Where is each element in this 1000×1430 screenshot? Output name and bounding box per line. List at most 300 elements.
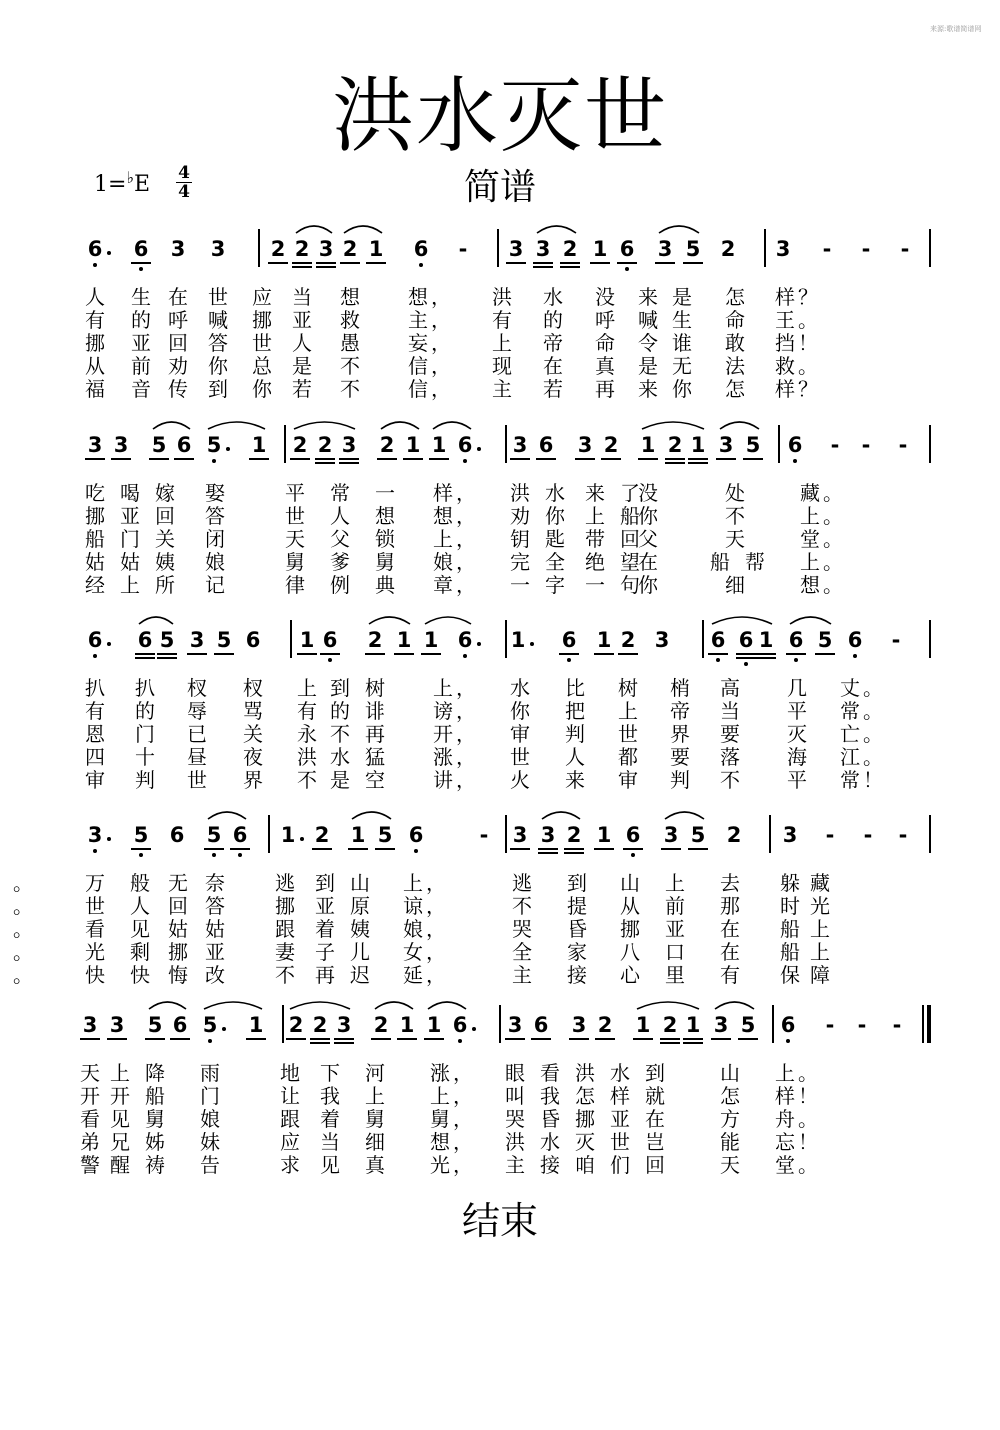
lyric-char: 你: [638, 504, 658, 528]
lyric-char: 音: [131, 377, 151, 401]
low-octave-dot: [139, 853, 143, 857]
lyric-punct: 。: [798, 1153, 818, 1177]
lyric-char: 船: [145, 1084, 165, 1108]
barline: [505, 815, 507, 853]
note: 3: [512, 433, 528, 457]
note: 6: [87, 237, 103, 261]
lyric-char: 当: [320, 1130, 340, 1154]
note-underline: [316, 262, 336, 264]
note-underline: [315, 462, 335, 464]
note-underline: [394, 653, 414, 655]
note-underline: [683, 262, 703, 264]
note-underline: [174, 458, 194, 460]
lyric-char: 你: [545, 504, 565, 528]
lyric-char: 世: [510, 745, 530, 769]
lyric-punct: ，: [426, 917, 446, 941]
lyric-char: 你: [252, 377, 272, 401]
lyric-char: 若: [543, 377, 563, 401]
lyric-char: 审: [85, 768, 105, 792]
lyric-char: 舅: [430, 1107, 450, 1131]
lyric-punct: 。: [863, 722, 883, 746]
note: 6: [780, 1013, 796, 1037]
lyric-char: 心: [620, 963, 640, 987]
augmentation-dot: [222, 1027, 226, 1031]
lyric-char: 下: [320, 1061, 340, 1085]
note: 6: [561, 628, 577, 652]
note: 3: [87, 433, 103, 457]
lyric-char: 当: [720, 699, 740, 723]
note: 2: [720, 237, 736, 261]
note: 5: [151, 433, 167, 457]
lyric-char: 眼: [505, 1061, 525, 1085]
low-octave-dot: [716, 658, 720, 662]
lyric-punct: ，: [426, 963, 446, 987]
note-underline: [365, 653, 385, 655]
lyric-char: 恩: [85, 722, 105, 746]
note-underline: [660, 1038, 680, 1040]
lyric-char: 叫: [505, 1084, 525, 1108]
note: 3: [663, 823, 679, 847]
lyric-char: 吃: [85, 481, 105, 505]
augmentation-dot: [107, 837, 111, 841]
lyric-char: 山: [350, 871, 370, 895]
note: 6: [788, 628, 804, 652]
note: 3: [535, 237, 551, 261]
lyric-char: 藏: [810, 871, 830, 895]
augmentation-dot: [477, 447, 481, 451]
note: 3: [540, 823, 556, 847]
note: 1: [405, 433, 421, 457]
lyric-char: 喊: [208, 308, 228, 332]
lyric-char: 光: [85, 940, 105, 964]
lyric-punct: 。: [13, 963, 33, 987]
note-dash: -: [822, 237, 832, 261]
note-underline: [665, 458, 685, 460]
note: 2: [342, 237, 358, 261]
lyric-char: 堂: [775, 1153, 795, 1177]
lyric-char: 亚: [131, 331, 151, 355]
lyric-char: 从: [620, 894, 640, 918]
lyric-char: 在: [645, 1107, 665, 1131]
lyric-char: 你: [510, 699, 530, 723]
note: 6: [232, 823, 248, 847]
note-underline: [315, 458, 335, 460]
lyric-char: 开: [110, 1084, 130, 1108]
lyric-char: 上: [433, 527, 453, 551]
note-underline: [688, 462, 708, 464]
note: 6: [133, 237, 149, 261]
lyric-char: 儿: [350, 940, 370, 964]
slur: [149, 1002, 186, 1009]
barline: [290, 620, 292, 658]
slur: [369, 617, 410, 624]
note-underline: [316, 266, 336, 268]
lyric-char: 兄: [110, 1130, 130, 1154]
barline: [282, 1005, 284, 1043]
lyric-char: 就: [645, 1084, 665, 1108]
lyric-punct: 。: [798, 354, 818, 378]
lyric-char: 亚: [120, 504, 140, 528]
lyric-punct: 。: [823, 504, 843, 528]
note: 6: [137, 628, 153, 652]
lyric-char: 水: [610, 1061, 630, 1085]
lyric-char: 空: [365, 768, 385, 792]
lyric-char: 口: [665, 940, 685, 964]
note: 1: [431, 433, 447, 457]
note: 1: [635, 1013, 651, 1037]
low-octave-dot: [328, 658, 332, 662]
note-underline: [149, 458, 169, 460]
lyric-punct: 。: [798, 1107, 818, 1131]
lyric-char: 敢: [725, 331, 745, 355]
lyric-char: 帝: [670, 699, 690, 723]
lyric-char: 有: [85, 308, 105, 332]
lyric-char: 世: [610, 1130, 630, 1154]
note: 3: [113, 433, 129, 457]
lyric-char: 障: [810, 963, 830, 987]
note-underline: [575, 458, 595, 460]
lyric-char: 在: [638, 550, 658, 574]
lyric-char: 涨: [433, 745, 453, 769]
lyric-char: 帝: [543, 331, 563, 355]
note-underline: [633, 1038, 653, 1040]
lyric-char: 带: [585, 527, 605, 551]
lyric-char: 样: [433, 481, 453, 505]
lyric-char: 见: [130, 917, 150, 941]
lyric-char: 见: [320, 1153, 340, 1177]
low-octave-dot: [212, 853, 216, 857]
slur: [296, 226, 332, 233]
note-underline: [375, 848, 395, 850]
lyric-char: 绝: [585, 550, 605, 574]
lyric-char: 挪: [575, 1107, 595, 1131]
lyric-char: 答: [208, 331, 228, 355]
lyric-char: 能: [720, 1130, 740, 1154]
note-underline: [708, 653, 728, 655]
lyric-char: 到: [315, 871, 335, 895]
low-octave-dot: [419, 263, 423, 267]
barline: [929, 620, 931, 658]
lyric-char: 上: [800, 550, 820, 574]
key-note: E: [133, 172, 151, 197]
lyric-char: 人: [85, 285, 105, 309]
low-octave-dot: [786, 1039, 790, 1043]
low-octave-dot: [139, 267, 143, 271]
note: 6: [172, 1013, 188, 1037]
lyric-char: 在: [720, 917, 740, 941]
lyric-char: 无: [168, 871, 188, 895]
lyric-char: 夜: [243, 745, 263, 769]
lyric-char: 细: [725, 573, 745, 597]
note-underline: [531, 1038, 551, 1040]
note-underline: [590, 262, 610, 264]
lyric-char: 一: [375, 481, 395, 505]
lyric-char: 藏: [800, 481, 820, 505]
lyric-char: 喊: [638, 308, 658, 332]
lyric-char: 树: [365, 676, 385, 700]
lyric-char: 水: [543, 285, 563, 309]
note-underline: [533, 266, 553, 268]
lyric-char: 匙: [545, 527, 565, 551]
lyric-char: 是: [330, 768, 350, 792]
low-octave-dot: [458, 1039, 462, 1043]
lyric-punct: ，: [453, 1130, 473, 1154]
lyric-char: 逃: [275, 871, 295, 895]
lyric-char: 船: [85, 527, 105, 551]
lyric-char: 怎: [575, 1084, 595, 1108]
note: 3: [654, 628, 670, 652]
note-underline: [594, 653, 614, 655]
lyric-char: 上: [120, 573, 140, 597]
note: 1: [596, 628, 612, 652]
lyric-char: 命: [725, 308, 745, 332]
note: 6: [452, 1013, 468, 1037]
lyric-char: 延: [403, 963, 423, 987]
lyric-char: 世: [285, 504, 305, 528]
note: 6: [787, 433, 803, 457]
barline: [268, 815, 270, 853]
slur: [208, 422, 265, 429]
lyric-char: 人: [292, 331, 312, 355]
note: 1: [596, 823, 612, 847]
lyric-char: 光: [430, 1153, 450, 1177]
note-underline: [738, 1038, 758, 1040]
note: 5: [159, 628, 175, 652]
lyric-punct: ？: [798, 285, 818, 309]
lyric-char: 猛: [365, 745, 385, 769]
lyric-char: 前: [665, 894, 685, 918]
note-underline: [292, 266, 312, 268]
barline: [702, 620, 704, 658]
lyric-punct: ，: [431, 331, 451, 355]
lyric-char: 来: [638, 377, 658, 401]
note: 6: [457, 628, 473, 652]
lyric-char: 水: [540, 1130, 560, 1154]
augmentation-dot: [107, 251, 111, 255]
lyric-char: 所: [155, 573, 175, 597]
lyric-punct: 。: [863, 676, 883, 700]
lyric-char: 八: [620, 940, 640, 964]
note: 1: [251, 433, 267, 457]
low-octave-dot: [625, 267, 629, 271]
barline: [497, 229, 499, 267]
note-underline: [340, 262, 360, 264]
lyric-char: 舅: [145, 1107, 165, 1131]
note: 3: [571, 1013, 587, 1037]
lyric-char: 骂: [243, 699, 263, 723]
lyric-char: 扒: [135, 676, 155, 700]
lyric-punct: 。: [863, 745, 883, 769]
slur: [208, 812, 246, 819]
lyric-char: 王: [775, 308, 795, 332]
note: 1: [396, 628, 412, 652]
note-underline: [743, 458, 763, 460]
lyric-char: 接: [567, 963, 587, 987]
lyric-char: 不: [720, 768, 740, 792]
note: 3: [170, 237, 186, 261]
note-underline: [716, 458, 736, 460]
lyric-char: 原: [350, 894, 370, 918]
note: 6: [738, 628, 754, 652]
lyric-char: 姑: [168, 917, 188, 941]
lyric-punct: ，: [456, 550, 476, 574]
lyric-char: 昏: [540, 1107, 560, 1131]
lyric-char: 若: [292, 377, 312, 401]
lyric-char: 保: [780, 963, 800, 987]
lyric-char: 当: [292, 285, 312, 309]
note: 5: [690, 823, 706, 847]
note-underline: [564, 848, 584, 850]
note: 6: [457, 433, 473, 457]
lyric-char: 上: [775, 1061, 795, 1085]
lyric-char: 改: [205, 963, 225, 987]
lyric-char: 梢: [670, 676, 690, 700]
lyric-char: 常: [330, 481, 350, 505]
note: 5: [685, 237, 701, 261]
lyric-char: 妻: [275, 940, 295, 964]
lyric-char: 昏: [567, 917, 587, 941]
lyric-char: 回: [168, 331, 188, 355]
lyric-punct: ，: [456, 745, 476, 769]
note-underline: [756, 657, 776, 659]
slur: [204, 1002, 262, 1009]
lyric-char: 挪: [620, 917, 640, 941]
note-underline: [538, 852, 558, 854]
note-underline: [623, 848, 643, 850]
barline: [929, 425, 931, 463]
note-dash: -: [900, 237, 910, 261]
note-underline: [246, 1038, 266, 1040]
lyric-char: 没: [595, 285, 615, 309]
lyric-char: 传: [168, 377, 188, 401]
slur: [790, 617, 831, 624]
slur: [642, 422, 704, 429]
lyric-char: 女: [403, 940, 423, 964]
slur: [542, 812, 580, 819]
lyric-punct: ，: [456, 504, 476, 528]
note: 5: [377, 823, 393, 847]
lyric-punct: ，: [456, 722, 476, 746]
lyric-char: 娘: [403, 917, 423, 941]
lyric-char: 上: [665, 871, 685, 895]
lyric-char: 娘: [200, 1107, 220, 1131]
low-octave-dot: [93, 654, 97, 658]
lyric-punct: ，: [456, 573, 476, 597]
note-underline: [292, 262, 312, 264]
lyric-punct: 。: [863, 699, 883, 723]
lyric-char: 着: [320, 1107, 340, 1131]
lyric-char: 有: [85, 699, 105, 723]
note-underline: [756, 653, 776, 655]
lyric-punct: 。: [798, 308, 818, 332]
lyric-char: 上: [800, 504, 820, 528]
note: 6: [245, 628, 261, 652]
lyric-punct: ，: [453, 1061, 473, 1085]
lyric-char: 树: [618, 676, 638, 700]
lyric-char: 去: [720, 871, 740, 895]
lyric-char: 从: [85, 354, 105, 378]
lyric-char: 钥: [510, 527, 530, 551]
note-underline: [249, 458, 269, 460]
note: 1: [350, 823, 366, 847]
lyric-char: 比: [565, 676, 585, 700]
lyric-char: 水: [545, 481, 565, 505]
lyric-char: 姊: [145, 1130, 165, 1154]
lyric-char: 是: [292, 354, 312, 378]
note-underline: [638, 458, 658, 460]
lyric-char: 呼: [168, 308, 188, 332]
key-degree: 1: [94, 172, 108, 197]
note-underline: [131, 262, 151, 264]
note: 3: [109, 1013, 125, 1037]
note-underline: [310, 1042, 330, 1044]
lyric-punct: ！: [798, 1084, 818, 1108]
lyric-char: 判: [670, 768, 690, 792]
low-octave-dot: [631, 853, 635, 857]
lyric-punct: ，: [456, 676, 476, 700]
note-underline: [683, 1038, 703, 1040]
low-octave-dot: [853, 654, 857, 658]
low-octave-dot: [794, 658, 798, 662]
lyric-punct: ，: [456, 481, 476, 505]
lyric-char: 娘: [205, 550, 225, 574]
lyric-punct: 。: [823, 527, 843, 551]
lyric-char: 全: [545, 550, 565, 574]
lyric-char: 完: [510, 550, 530, 574]
time-signature-bottom: 4: [178, 182, 190, 202]
note-underline: [815, 653, 835, 655]
low-octave-dot: [567, 658, 571, 662]
lyric-punct: ，: [426, 940, 446, 964]
lyric-char: 样: [775, 377, 795, 401]
lyric-char: 上: [810, 940, 830, 964]
note-underline: [665, 462, 685, 464]
slur: [290, 1002, 350, 1009]
lyric-char: 典: [375, 573, 395, 597]
lyric-char: 怎: [725, 377, 745, 401]
low-octave-dot: [93, 849, 97, 853]
note: 6: [413, 237, 429, 261]
lyric-char: 开: [433, 722, 453, 746]
note: 1: [510, 628, 526, 652]
note-underline: [564, 852, 584, 854]
lyric-char: 回: [620, 527, 640, 551]
note: 2: [373, 1013, 389, 1037]
lyric-char: 上: [492, 331, 512, 355]
note: 2: [288, 1013, 304, 1037]
note: 5: [745, 433, 761, 457]
lyric-char: 细: [365, 1130, 385, 1154]
slur: [294, 422, 355, 429]
note: 5: [202, 1013, 218, 1037]
lyric-char: 父: [330, 527, 350, 551]
note: 3: [718, 433, 734, 457]
lyric-char: 例: [330, 573, 350, 597]
lyric-char: 洪: [510, 481, 530, 505]
lyric-char: 逃: [512, 871, 532, 895]
lyric-char: 悔: [168, 963, 188, 987]
lyric-char: 到: [208, 377, 228, 401]
lyric-char: 信: [408, 377, 428, 401]
lyric-punct: 。: [823, 550, 843, 574]
lyric-char: 现: [492, 354, 512, 378]
barline: [258, 229, 260, 267]
lyric-char: 一: [585, 573, 605, 597]
low-octave-dot: [744, 662, 748, 666]
note-underline: [786, 653, 806, 655]
lyric-char: 劝: [168, 354, 188, 378]
lyric-char: 答: [205, 504, 225, 528]
